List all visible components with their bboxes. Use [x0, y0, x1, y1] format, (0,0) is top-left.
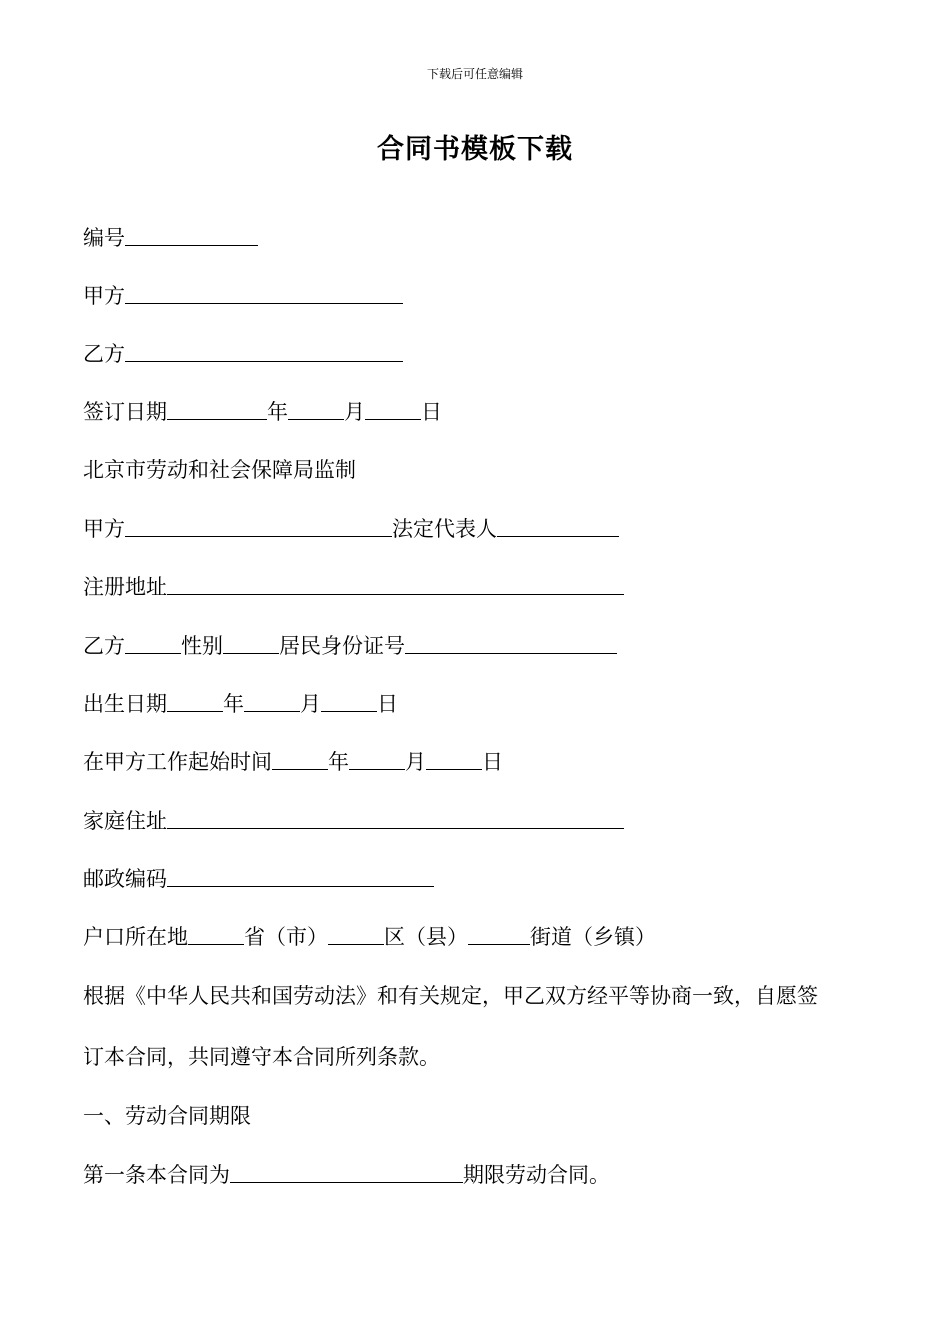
id-number-label: 居民身份证号 [279, 634, 405, 658]
contract-number-line [83, 222, 258, 254]
day-label: 日 [482, 750, 503, 774]
party-a-detail-label: 甲方 [83, 517, 125, 541]
paragraph-line-2 [83, 1041, 440, 1073]
gender-blank[interactable] [223, 633, 279, 654]
sign-date-label: 签订日期 [83, 400, 167, 424]
reg-address-line [83, 571, 624, 603]
hukou-district-blank[interactable] [328, 924, 384, 945]
postal-code-line [83, 863, 434, 895]
home-address-label: 家庭住址 [83, 809, 167, 833]
party-b-label: 乙方 [83, 342, 125, 366]
hukou-street-blank[interactable] [468, 924, 530, 945]
sign-month-blank[interactable] [288, 399, 344, 420]
article-1-prefix: 第一条本合同为 [83, 1163, 230, 1187]
party-a-line [83, 280, 403, 312]
party-a-detail-blank[interactable] [125, 516, 392, 537]
sign-year-blank[interactable] [167, 399, 267, 420]
start-year-blank[interactable] [272, 749, 328, 770]
start-work-label: 在甲方工作起始时间 [83, 750, 272, 774]
party-b-detail-line [83, 630, 617, 662]
home-address-line [83, 805, 624, 837]
year-label: 年 [223, 692, 244, 716]
month-label: 月 [344, 400, 365, 424]
birth-day-blank[interactable] [321, 691, 377, 712]
postal-code-blank[interactable] [167, 866, 434, 887]
birth-month-blank[interactable] [244, 691, 300, 712]
paragraph-text-2: 订本合同，共同遵守本合同所列条款。 [83, 1045, 440, 1069]
contract-term-blank[interactable] [230, 1162, 463, 1183]
year-label: 年 [267, 400, 288, 424]
party-b-detail-label: 乙方 [83, 634, 125, 658]
section-1-heading-text: 一、劳动合同期限 [83, 1104, 251, 1128]
sign-date-line [83, 396, 442, 428]
legal-rep-blank[interactable] [497, 516, 619, 537]
legal-rep-label: 法定代表人 [392, 517, 497, 541]
birth-date-label: 出生日期 [83, 692, 167, 716]
gender-label: 性别 [181, 634, 223, 658]
party-a-blank[interactable] [125, 283, 403, 304]
supervisor-text: 北京市劳动和社会保障局监制 [83, 458, 356, 482]
id-number-blank[interactable] [405, 633, 617, 654]
birth-year-blank[interactable] [167, 691, 223, 712]
contract-number-label: 编号 [83, 226, 125, 250]
month-label: 月 [405, 750, 426, 774]
party-b-blank[interactable] [125, 341, 403, 362]
paragraph-line-1 [83, 980, 818, 1012]
postal-code-label: 邮政编码 [83, 867, 167, 891]
day-label: 日 [421, 400, 442, 424]
street-label: 街道（乡镇） [530, 925, 656, 949]
article-1-suffix: 期限劳动合同。 [463, 1163, 610, 1187]
party-a-detail-line [83, 513, 619, 545]
supervisor-line [83, 454, 356, 486]
section-1-heading [83, 1100, 251, 1132]
hukou-line [83, 921, 656, 953]
party-a-label: 甲方 [83, 284, 125, 308]
start-work-line [83, 746, 503, 778]
sign-day-blank[interactable] [365, 399, 421, 420]
header-note: 下载后可任意编辑 [426, 67, 523, 81]
hukou-province-blank[interactable] [188, 924, 244, 945]
reg-address-label: 注册地址 [83, 575, 167, 599]
reg-address-blank[interactable] [167, 574, 624, 595]
party-b-line [83, 338, 403, 370]
article-1-line [83, 1159, 610, 1191]
year-label: 年 [328, 750, 349, 774]
home-address-blank[interactable] [167, 808, 624, 829]
district-label: 区（县） [384, 925, 468, 949]
birth-date-line [83, 688, 398, 720]
month-label: 月 [300, 692, 321, 716]
contract-number-blank[interactable] [125, 225, 258, 246]
start-month-blank[interactable] [349, 749, 405, 770]
hukou-label: 户口所在地 [83, 925, 188, 949]
day-label: 日 [377, 692, 398, 716]
party-b-name-blank[interactable] [125, 633, 181, 654]
province-label: 省（市） [244, 925, 328, 949]
document-title: 合同书模板下载 [377, 134, 573, 165]
start-day-blank[interactable] [426, 749, 482, 770]
paragraph-text-1: 根据《中华人民共和国劳动法》和有关规定，甲乙双方经平等协商一致，自愿签 [83, 984, 818, 1008]
